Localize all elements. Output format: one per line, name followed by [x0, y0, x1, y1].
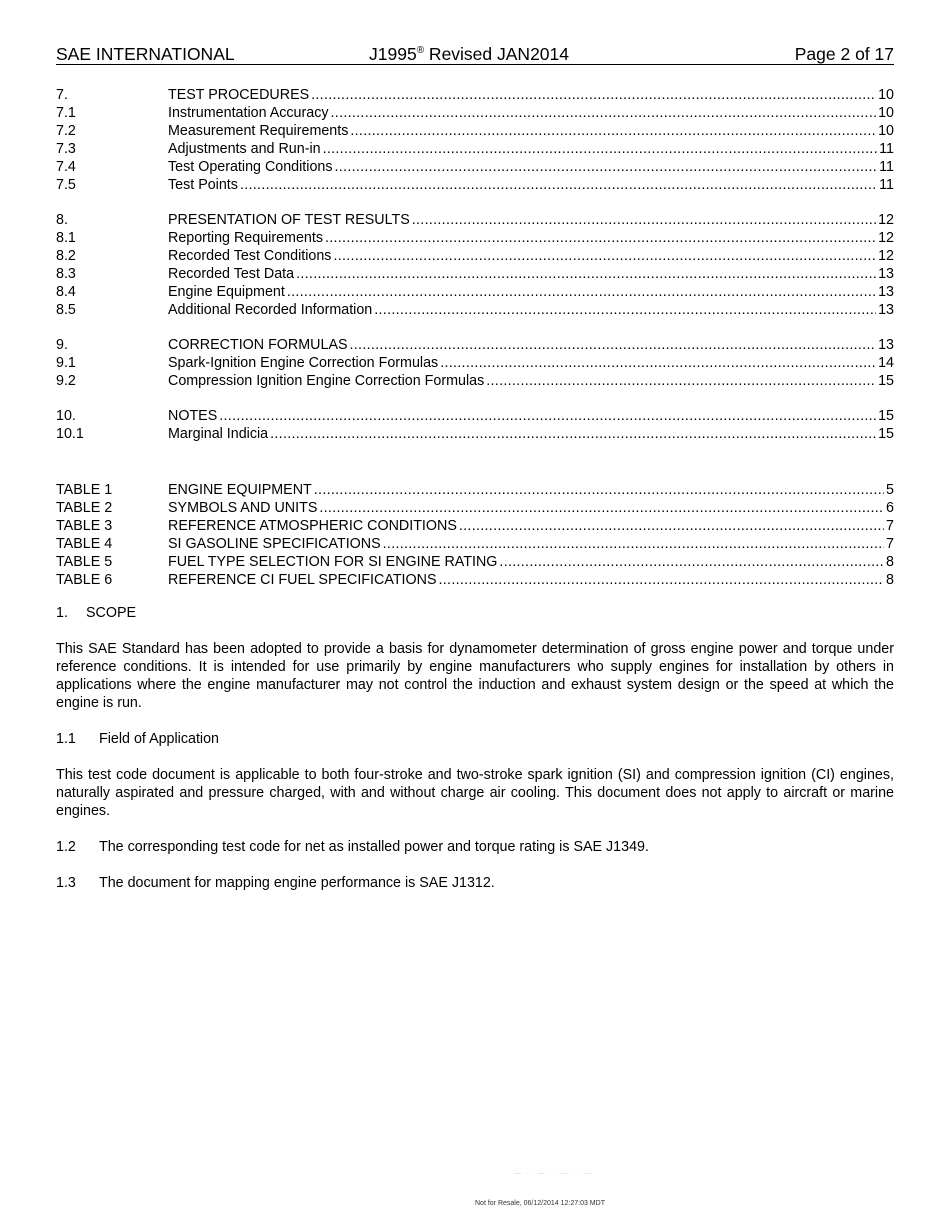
toc-entry-number: 8.4: [56, 284, 76, 300]
toc-group-section-7: [56, 86, 894, 194]
toc-entry[interactable]: [56, 86, 894, 104]
toc-entry-page: 5: [886, 482, 894, 498]
toc-entry[interactable]: [56, 283, 894, 301]
subsection-number: 1.3: [56, 875, 76, 891]
toc-entry-page: 11: [879, 141, 894, 157]
subsection-1-3: [56, 874, 894, 892]
toc-entry-page: 10: [878, 87, 894, 103]
footer-resale-notice: Not for Resale, 06/12/2014 12:27:03 MDT: [475, 1200, 605, 1207]
toc-entry-number: 7.5: [56, 177, 76, 193]
toc-entry[interactable]: [56, 336, 894, 354]
toc-entry-title: Adjustments and Run-in: [168, 141, 321, 157]
toc-entry[interactable]: [56, 571, 894, 589]
toc-entry-title: Test Points: [168, 177, 238, 193]
toc-entry-number: 7.: [56, 87, 68, 103]
toc-entry-title: TEST PROCEDURES: [168, 87, 310, 103]
toc-leader-dots: [412, 211, 876, 229]
scope-heading: [56, 604, 894, 622]
toc-entry-page: 11: [879, 177, 894, 193]
toc-entry-title: SI GASOLINE SPECIFICATIONS: [168, 536, 381, 552]
toc-entry-page: 6: [886, 500, 894, 516]
toc-entry-title: Engine Equipment: [168, 284, 285, 300]
toc-entry-number: 8.1: [56, 230, 76, 246]
toc-entry-page: 7: [886, 518, 894, 534]
toc-leader-dots: [331, 104, 877, 122]
header-document-id: [369, 44, 569, 64]
header-revision: Revised JAN2014: [424, 44, 570, 64]
toc-entry-title: Compression Ignition Engine Correction Formulas: [168, 373, 485, 389]
toc-entry[interactable]: [56, 211, 894, 229]
toc-entry-number: 8.5: [56, 302, 76, 318]
toc-entry-page: 11: [879, 159, 894, 175]
header-page-number: Page 2 of 17: [794, 44, 894, 64]
toc-leader-dots: [459, 517, 884, 535]
toc-entry-page: 8: [886, 572, 894, 588]
toc-group-section-10: [56, 407, 894, 443]
toc-entry-page: 13: [878, 266, 894, 282]
toc-entry-number: TABLE 5: [56, 554, 113, 570]
toc-entry[interactable]: [56, 372, 894, 390]
toc-entry-number: 7.4: [56, 159, 76, 175]
toc-entry-page: 14: [878, 355, 894, 371]
toc-entry-title: ENGINE EQUIPMENT: [168, 482, 312, 498]
toc-entry[interactable]: [56, 301, 894, 319]
toc-entry-page: 13: [878, 284, 894, 300]
toc-entry-page: 15: [878, 408, 894, 424]
toc-leader-dots: [323, 140, 878, 158]
toc-entry-number: TABLE 1: [56, 482, 113, 498]
toc-entry-page: 8: [886, 554, 894, 570]
subsection-text: The corresponding test code for net as installed power and torque rating is SAE J1349.: [99, 839, 649, 855]
toc-leader-dots: [219, 407, 876, 425]
header-doc-number: J1995: [369, 44, 417, 64]
toc-entry-title: Measurement Requirements: [168, 123, 349, 139]
toc-entry-title: Recorded Test Conditions: [168, 248, 332, 264]
subsection-title: Field of Application: [99, 731, 220, 747]
toc-entry-page: 12: [878, 248, 894, 264]
toc-group-section-9: [56, 336, 894, 390]
toc-entry-page: 12: [878, 230, 894, 246]
toc-entry-number: TABLE 4: [56, 536, 113, 552]
toc-entry-page: 7: [886, 536, 894, 552]
toc-leader-dots: [325, 229, 876, 247]
toc-entry[interactable]: [56, 517, 894, 535]
toc-entry[interactable]: [56, 122, 894, 140]
toc-entry-title: CORRECTION FORMULAS: [168, 337, 348, 353]
toc-entry[interactable]: [56, 158, 894, 176]
toc-entry-page: 13: [878, 337, 894, 353]
toc-entry-number: 10.1: [56, 426, 84, 442]
toc-leader-dots: [335, 158, 878, 176]
toc-leader-dots: [311, 86, 876, 104]
subsection-text: The document for mapping engine performance is SAE J1312.: [99, 875, 495, 891]
toc-entry-number: 9.2: [56, 373, 76, 389]
toc-leader-dots: [350, 336, 877, 354]
toc-entry-page: 10: [878, 123, 894, 139]
toc-entry-number: 9.: [56, 337, 68, 353]
scope-section: [56, 604, 894, 910]
subsection-1-2: [56, 838, 894, 856]
toc-entry-title: Additional Recorded Information: [168, 302, 373, 318]
toc-entry[interactable]: [56, 354, 894, 372]
toc-entry[interactable]: [56, 229, 894, 247]
toc-entry[interactable]: [56, 499, 894, 517]
field-of-application-heading: [56, 730, 894, 748]
toc-entry-title: Marginal Indicia: [168, 426, 269, 442]
toc-entry[interactable]: [56, 265, 894, 283]
toc-entry-title: REFERENCE CI FUEL SPECIFICATIONS: [168, 572, 437, 588]
registered-mark: ®: [416, 45, 425, 56]
toc-leader-dots: [374, 301, 876, 319]
toc-group-section-8: [56, 211, 894, 319]
toc-entry-number: 7.2: [56, 123, 76, 139]
toc-entry-title: Test Operating Conditions: [168, 159, 333, 175]
toc-entry-title: NOTES: [168, 408, 218, 424]
toc-leader-dots: [350, 122, 876, 140]
toc-leader-dots: [486, 372, 876, 390]
toc-leader-dots: [314, 481, 884, 499]
toc-entry-title: REFERENCE ATMOSPHERIC CONDITIONS: [168, 518, 457, 534]
toc-leader-dots: [319, 499, 884, 517]
toc-entry-title: Recorded Test Data: [168, 266, 295, 282]
toc-entry-title: FUEL TYPE SELECTION FOR SI ENGINE RATING: [168, 554, 498, 570]
toc-group-tables: [56, 481, 894, 589]
toc-leader-dots: [296, 265, 876, 283]
toc-entry-page: 15: [878, 426, 894, 442]
toc-entry-number: 8.: [56, 212, 68, 228]
toc-entry-title: Reporting Requirements: [168, 230, 323, 246]
footer-faint-mark: — · · — · · — · · —: [514, 1170, 593, 1177]
toc-entry[interactable]: [56, 553, 894, 571]
toc-entry-number: 10.: [56, 408, 76, 424]
toc-entry[interactable]: [56, 407, 894, 425]
toc-entry-number: 8.2: [56, 248, 76, 264]
toc-leader-dots: [287, 283, 876, 301]
toc-entry-title: Spark-Ignition Engine Correction Formulas: [168, 355, 439, 371]
toc-entry[interactable]: [56, 481, 894, 499]
toc-entry[interactable]: [56, 247, 894, 265]
toc-entry-title: PRESENTATION OF TEST RESULTS: [168, 212, 410, 228]
toc-leader-dots: [499, 553, 884, 571]
toc-entry[interactable]: [56, 535, 894, 553]
toc-leader-dots: [270, 425, 876, 443]
toc-entry-page: 15: [878, 373, 894, 389]
toc-entry[interactable]: [56, 176, 894, 194]
toc-entry-number: 8.3: [56, 266, 76, 282]
toc-leader-dots: [440, 354, 876, 372]
scope-title: SCOPE: [86, 605, 137, 621]
toc-entry[interactable]: [56, 104, 894, 122]
toc-entry-number: 7.1: [56, 105, 76, 121]
toc-entry-number: TABLE 6: [56, 572, 113, 588]
toc-entry-title: Instrumentation Accuracy: [168, 105, 329, 121]
toc-entry[interactable]: [56, 425, 894, 443]
subsection-number: 1.2: [56, 839, 76, 855]
toc-leader-dots: [240, 176, 877, 194]
subsection-number: 1.1: [56, 731, 76, 747]
toc-entry[interactable]: [56, 140, 894, 158]
scope-paragraph: This SAE Standard has been adopted to provide a basis for dynamometer determination of gross engine power and torque under reference conditions. It is intended for use primarily by engine manufacturers who supply engines for installation by others in applications where the engine manufacturer may not control the induction and exhaust system design or the speed at which the engine is run.: [56, 641, 894, 711]
toc-entry-number: 9.1: [56, 355, 76, 371]
toc-entry-number: 7.3: [56, 141, 76, 157]
toc-entry-page: 10: [878, 105, 894, 121]
toc-leader-dots: [333, 247, 876, 265]
toc-entry-number: TABLE 2: [56, 500, 113, 516]
toc-entry-number: TABLE 3: [56, 518, 113, 534]
toc-entry-page: 13: [878, 302, 894, 318]
table-of-contents: [56, 86, 894, 606]
field-of-application-paragraph: This test code document is applicable to both four-stroke and two-stroke spark ignition (SI) and compression ignition (CI) engines, naturally aspirated and pressure charged, with and without charge air cooling. This document does not apply to aircraft or marine engines.: [56, 767, 894, 819]
toc-leader-dots: [439, 571, 885, 589]
toc-entry-title: SYMBOLS AND UNITS: [168, 500, 318, 516]
header-organization: SAE INTERNATIONAL: [56, 44, 235, 64]
toc-entry-page: 12: [878, 212, 894, 228]
toc-leader-dots: [383, 535, 884, 553]
page-header: [56, 44, 894, 65]
scope-number: 1.: [56, 605, 68, 621]
